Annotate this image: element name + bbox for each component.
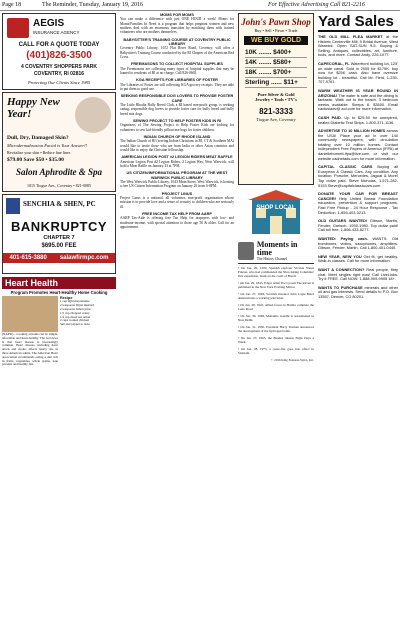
chicken-salad-photo [2, 296, 58, 332]
yard-sale-text: Buying all European & Classic Cars. Any condition. Any location. Porsche, Mercedes, Jaguar & More! Top dollar paid. Steve Nicholas, 1-571-282-5153 Steve@capitalclassiccars.com [318, 164, 398, 188]
yard-sale-text: Real people, flirty chat. Meet singles right now! Call LiveLinks. Try it FREE. Call NOW: 1-888-909-9905 18+. [318, 266, 398, 282]
yard-sale-lead: CASH PAID. [318, 114, 345, 120]
senchia-phone: 401-615-3880 [9, 255, 47, 261]
woman-portrait-icon [75, 97, 111, 133]
yard-sale-item [318, 268, 398, 282]
moments-list [238, 266, 314, 355]
moment-item: • On Jan. 26, 1500, Spanish explorer Vicente Yanez Pinzon, who had commanded the Nina during Columbus' first expedition, lands on the coast of Brazil. [238, 266, 314, 278]
yard-sale-text: Waterfront building lot, 125' on wide canal. Sold in 2005 for $179K, buy now for $25K cash. Also have oversize building lot - beautiful. Call Mr. Field, 1-239-707-9761. [318, 60, 398, 85]
recipe-item: 2 teaspoons Dijon mustard [60, 303, 95, 308]
pawn-gold-banner: WE BUY GOLD [244, 36, 308, 45]
moms-body: You can make a difference with just ONE HOUR a week! Moms for Moms/Families In Need is a program that helps pregnant women and new mothers deal with an enormous transition by matching them with trained volunteers who are mothers themselves. [120, 17, 234, 35]
indian-church-body: The Indian Church of RI (serving Indian Christians in RI, CT & Southern MA) would like to invite those who are from India or other Asian countries and would like to enjoy the Christian fellowship. [120, 139, 234, 152]
moms-title: MOMS FOR MOMS [160, 13, 194, 17]
aegis-name: AEGIS [33, 18, 65, 29]
yard-sale-item [318, 255, 398, 264]
yard-sale-item [318, 219, 398, 233]
kga-title: KGA RECEIPTS FOR LIBRARIES OF FOSTER [136, 78, 218, 83]
yard-sale-text: WANTS: Old trombones, violins, saxophones, amplifiers. Gibson, Fender, Martin. Call 1-800-401-0440. [318, 235, 398, 251]
yard-sale-lead: WANT A CONNECTION? [318, 266, 367, 272]
senchia-ad [2, 194, 116, 274]
heart-title: Heart Health [2, 277, 116, 289]
yard-sale-text: Get fit, get healthy. Walk-in classes. Call for more information. [318, 253, 398, 264]
recipe-item: Salt and pepper to taste [60, 322, 90, 327]
indian-church-title: INDIAN CHURCH OF RHODE ISLAND [143, 135, 211, 139]
moment-item: • On Jan. 27, 1926, Scottish inventor John Logie Baird demonstrates a working television. [238, 292, 314, 300]
salon-address: 1015 Tiogue Ave., Coventry • 821-0085 [27, 183, 91, 188]
aegis-city: COVENTRY, RI 02816 [33, 71, 85, 77]
pawn-name: John's Pawn Shop [241, 17, 311, 27]
freemasons-body: The Freemasons are collecting many types of hospital supplies that may be loaned to residents of RI at no charge. Call 826-0665. [120, 66, 234, 75]
tax-title: FREE INCOME TAX HELP FROM AARP [142, 212, 212, 216]
recipe-title: Recipe [60, 296, 73, 300]
yard-sale-lead: WANTED: Paying cash. [318, 235, 373, 241]
moment-item: • On Jan. 31, 1950, President Harry Truman announces the development of the hydrogen bomb. [238, 325, 314, 333]
kga-body: The Libraries of Foster are still collecting KGA grocery receipts. They are able to put them to good use. [120, 82, 234, 91]
moment-item: • On Jan. 30, 1948, Mahatma Gandhi is assassinated in New Delhi. [238, 314, 314, 322]
yard-sale-item [318, 237, 398, 251]
yard-sales-list [318, 35, 398, 300]
seeking-body: The Little Rhodie Bully Breed Club, a RI based non-profit group, is seeking caring, responsible dog lovers to provide foster care for bully breed and bully breed mix dogs. [120, 103, 234, 116]
moments-copyright: © 2016 King Features Synd., Inc. [271, 358, 314, 362]
yard-sale-text: minerals and other oil and gas interests. Send details to P.O. Box 13557, Denver, CO 80201. [318, 284, 398, 299]
yard-sale-text: at the Historic Centerville Mill, 5 Bridal Avenue, West Warwick. Open SAT-SUN 9-5. Buying & Selling. Antiques, collectibles, art, furniture, tools, and more. Contact Andy, 226-1077. [318, 34, 398, 58]
senchia-subtitle: CHAPTER 7 [43, 235, 75, 241]
salon-prices: $79.00 Save $50 • $35.00 [7, 157, 64, 163]
yard-sale-text: across the USA! Place your ad in over 140 community newspapers, with circulation totaling over 10 million homes. Contact Independent Free Papers of America (IFPA) at danielleburnett-ifpa@live.com or visit our website cadnetads.com for more information. [318, 128, 398, 161]
yard-sale-item [318, 129, 398, 161]
pawn-tag1: Pure Silver & Gold [257, 92, 295, 97]
linus-title: PROJECT LINUS [161, 191, 193, 196]
yard-sale-lead: CAPITAL CLASSIC CARS [318, 164, 378, 170]
salon-greeting: Happy New Year! [7, 96, 60, 120]
senchia-title: BANKRUPTCY [11, 219, 107, 234]
moments-source: The History Channel [256, 257, 287, 261]
legion-body: American Legion Post #2 Legion Riders, 2 Legion Way, West Warwick, will hold a Meat Raffle on January 23 at 7PM. [120, 159, 234, 168]
yard-sale-text: Up to $25-50 for unexpired, sealed Diabetic Test Strips. 1-800-371-1136. [318, 114, 398, 125]
storefront-icon [238, 188, 314, 238]
moment-item: • On Jan. 29, 1845, Edgar Allan Poe's poem The Raven is published in the New York Evening Mirror. [238, 281, 314, 289]
legion-title: AMERICAN LEGION POST #2 LEGION RIDERS MEAT RAFFLE [121, 155, 233, 160]
shop-local-ad [238, 188, 314, 238]
seeking-title: SEEKING RESPONSIBLE DOG LOVERS TO PROVIDE FOSTER CARE [120, 94, 234, 103]
yard-sales-title: Yard Sales [318, 13, 398, 32]
pawn-address: Tiogue Ave, Coventry [256, 117, 296, 122]
recipe-item: 1/4 cup diced red onion [60, 314, 91, 319]
pawn-sub: Buy • Sell • Pawn • Trade [254, 28, 298, 33]
shop-local-label: SHOP LOCAL [256, 205, 296, 211]
recipe-item: 2 cups cooked chicken [60, 318, 89, 323]
pawn-shop-ad [238, 13, 314, 185]
page-number: Page 18 [2, 2, 22, 8]
tax-body: AARP Tax-Aide is offering free Tax Help for taxpayers with low- and moderate-income, with special attention to those age 50 & older. Call for an appointment. [120, 216, 234, 229]
sewing-title: SEWING PROJECT TO HELP FOSTER KIDS IN RI [132, 119, 222, 123]
pawn-price-row: 10K ....... $400+ [245, 48, 307, 58]
citizen-body: The West Warwick Public Library, 1043 Main Street, West Warwick, is hosting a free US Citizen Information Program on January 26 from 6-8PM. [120, 180, 234, 189]
yard-sale-lead: ADVERTISE TO 10 MILLION HOMES [318, 128, 387, 134]
yard-sale-text: Help United Breast Foundation education, prevention & support programs. Fast Free Pickup - 24 Hour Response - Tax Deduction. 1-855-403-0213. [318, 195, 398, 215]
yard-sale-lead: NEW YEAR, NEW YOU [318, 253, 364, 259]
senchia-web: salawfirmpc.com [59, 255, 109, 261]
yard-sale-lead: THE OLD MILL FLEA MARKET [318, 34, 387, 39]
yard-sale-item [318, 192, 398, 215]
ad-line: For Effective Advertising Call 821-2216 [268, 2, 365, 8]
pawn-price-row: 18K ....... $700+ [245, 68, 307, 78]
aegis-call: CALL FOR A QUOTE TODAY [18, 42, 100, 48]
clock-icon [238, 242, 254, 260]
yard-sale-item [318, 89, 398, 112]
salon-offer1: Microdermabrasion Facial is Your Answer!! [7, 143, 88, 148]
sewing-body: Organizers of The Sewing Project to Help Foster Kids are looking for volunteers to sew kid-friendly pillowcase bags for foster children. [120, 123, 234, 132]
yard-sale-lead: WANTS TO PURCHASE [318, 284, 365, 290]
yard-sale-text: The water is safe and the dining is fantastic. Walk out to the beach. 3 bedroom weeks available. Sleeps 8. $3500. Email cactusladv@ aol.com for more information. [318, 92, 398, 112]
yard-sale-item [318, 165, 398, 188]
aegis-phone: (401)826-3500 [26, 50, 92, 61]
moments-title: Moments in time [256, 241, 298, 257]
aegis-sub: INSURANCE AGENCY [33, 30, 80, 35]
pawn-price-table [245, 48, 307, 88]
linus-body: Project Linus is a national, all volunteer, non-profit organization whose mission is to provide love and a sense of security to children who are seriously ill. [120, 196, 234, 209]
pawn-tag2: Jewelry • Tools • TV's [255, 97, 297, 102]
moment-item: • On Jan. 27, 1965, the Beatles release Eight Days a Week. [238, 336, 314, 344]
aegis-logo-icon [7, 18, 29, 38]
pawn-phone: 821-3333 [259, 107, 293, 116]
yard-sale-lead: WARM WEATHER IS YEAR ROUND IN ARIZONA! [318, 87, 398, 98]
page-header [0, 0, 400, 11]
aegis-ad [2, 13, 116, 90]
moment-item: • On Jan. 28, 1973, a cease-fire goes into effect in Vietnam. [238, 347, 314, 355]
pawn-price-row: Sterling ...... $11+ [245, 78, 307, 88]
community-column [120, 13, 234, 621]
heart-subtitle: Program Promotes Heart-Healthy Home Cooking [10, 290, 108, 295]
recipe-item: 2 teaspoons lemon juice [60, 307, 91, 311]
moments-in-time [238, 241, 314, 621]
yard-sale-item [318, 62, 398, 85]
recipe-item: 1/2 cup chopped celery [60, 310, 90, 315]
paper-date: The Reminder, Tuesday, January 19, 2016 [42, 2, 144, 8]
freemasons-title: FREEMASONS TO COLLECT HOSPITAL SUPPLIES [131, 62, 223, 67]
yard-sale-item [318, 286, 398, 300]
yard-sale-lead: OLD GUITARS WANTED! [318, 218, 370, 224]
pawn-price-row: 14K ....... $580+ [245, 58, 307, 68]
yard-sale-lead: CAPECORAL, FL [318, 60, 351, 66]
recipe-item: 1 cup light mayonnaise [60, 299, 90, 304]
citizen-title: US CITIZEN/INFORMATIONAL PROGRAM AT THE WEST WARWICK PUBLIC LIBRARY [126, 171, 228, 180]
yard-sales-column [318, 13, 398, 621]
law-shield-icon [6, 198, 20, 214]
yard-sale-item [318, 116, 398, 125]
aegis-address: 4 COVENTRY SHOPPERS PARK [20, 64, 98, 70]
senchia-contact-bar [3, 253, 115, 263]
yard-sale-text: Gibson, Martin, Fender, Gretsch. 1930-1980. Top dollar paid! Call toll free, 1-866-433-8277. [318, 218, 398, 233]
salon-tagline: Dull, Dry, Damaged Skin? [7, 135, 69, 141]
salon-offer2: Revitalize your skin • Reduce fine lines [7, 150, 71, 155]
senchia-fee: $695.00 FEE [41, 243, 77, 249]
moment-item: • On Jan. 28, 1945, Allied forces in Burma complete the Ledo Road. [238, 303, 314, 311]
heart-health-feature [2, 277, 116, 622]
babysit-title: BABYSITTER'S TRAINING COURSE AT COVENTRY PUBLIC LIBRARY [123, 37, 231, 46]
yard-sale-item [318, 35, 398, 58]
senchia-name: SENCHIA & SHEN, PC [23, 200, 96, 208]
aegis-tagline: Protecting Our Clients Since 1985 [27, 80, 91, 85]
yard-sale-lead: DONATE YOUR CAR FOR BREAST CANCER! [318, 191, 398, 201]
salon-name: Salon Aphrodite & Spa [16, 167, 102, 177]
recipe-list [60, 300, 116, 327]
babysit-body: Coventry Public Library, 1672 Flat River Road, Coventry, will offer a Babysitter's Training Course conducted by the RI Chapter of the American Red Cross. [120, 46, 234, 59]
salon-ad [2, 92, 116, 192]
heart-body: (NAPSI)—Cooking at home can be simple, affordable and heart-healthy. The bad news is that heart disease is increasingly common. Heart disease, including heart attack and stroke, affects nearly one in three American adults. The American Heart Association recommends eating a diet rich in fruits, vegetables, whole grains, lean proteins and healthy fats. [2, 332, 58, 367]
